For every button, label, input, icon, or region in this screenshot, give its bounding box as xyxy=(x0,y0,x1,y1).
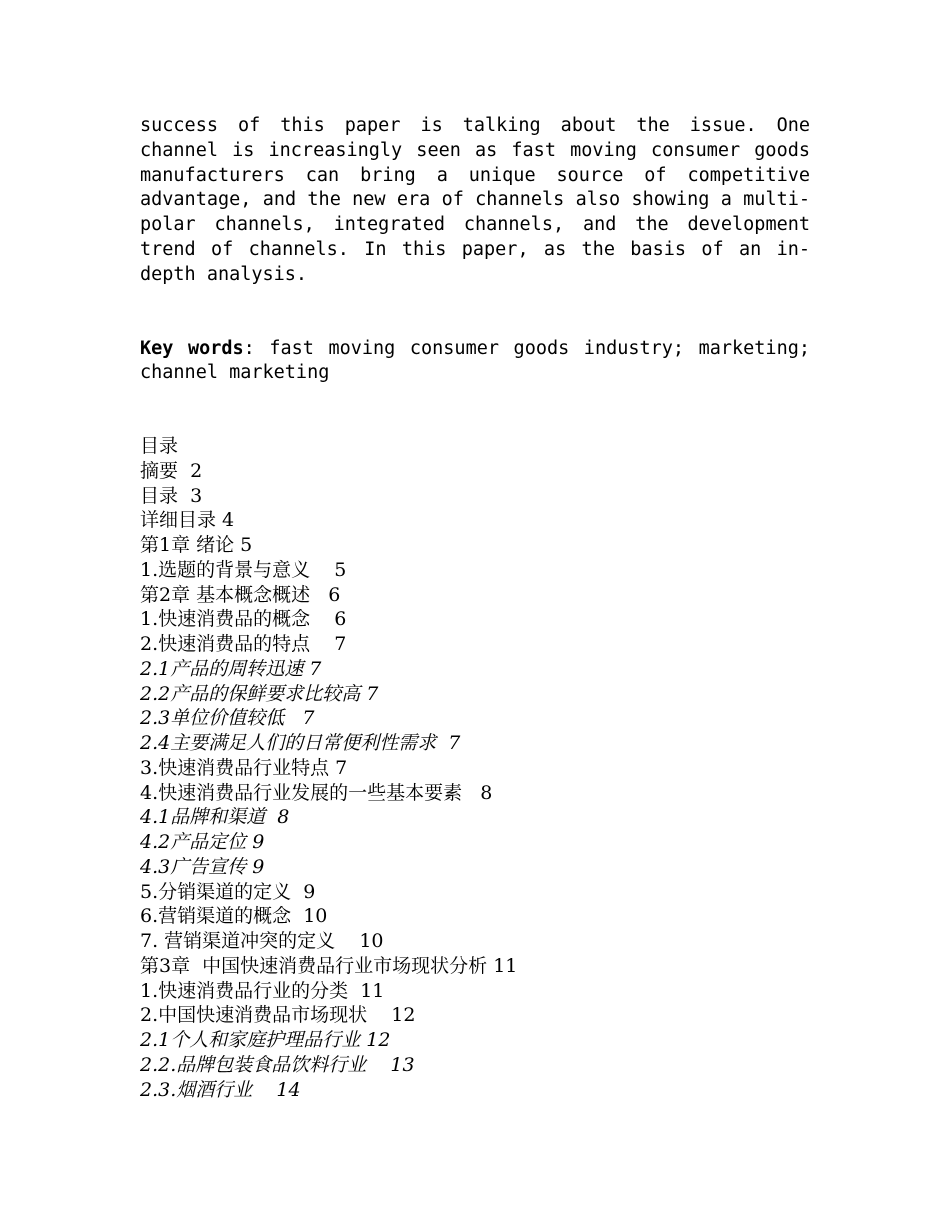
toc-entry: 5.分销渠道的定义 9 xyxy=(140,880,316,903)
toc-entry: 第1章 绪论 5 xyxy=(140,534,253,557)
toc-entry: 4.3广告宣传 9 xyxy=(140,855,265,878)
keywords-label: Key words xyxy=(140,337,244,359)
toc-entry: 1.快速消费品行业的分类 11 xyxy=(140,979,385,1002)
table-of-contents xyxy=(140,434,810,1102)
toc-entry: 2.中国快速消费品市场现状 12 xyxy=(140,1004,416,1027)
toc-entry: 4.快速消费品行业发展的一些基本要素 8 xyxy=(140,781,493,804)
toc-entry: 详细目录 4 xyxy=(140,509,235,532)
toc-entry: 6.营销渠道的概念 10 xyxy=(140,905,328,928)
toc-entry: 2.2产品的保鲜要求比较高 7 xyxy=(140,682,379,705)
toc-entry: 摘要 2 xyxy=(140,459,203,482)
toc-entry: 2.1个人和家庭护理品行业 12 xyxy=(140,1029,391,1052)
toc-entry: 2.快速消费品的特点 7 xyxy=(140,633,347,656)
toc-entry: 2.1产品的周转迅速 7 xyxy=(140,657,322,680)
abstract-paragraph: success of this paper is talking about the issue. One channel is increasingly seen as fast moving consumer goods manufacturers can bring a unique source of competitive advantage, and the new era of channels also showing a multi-polar channels, integrated channels, and the development trend of channels. In this paper, as the basis of an in-depth analysis. xyxy=(140,115,810,285)
toc-entry: 2.3.烟酒行业 14 xyxy=(140,1078,301,1101)
toc-entry: 4.1品牌和渠道 8 xyxy=(140,806,290,829)
toc-entry: 3.快速消费品行业特点 7 xyxy=(140,756,348,779)
document-page xyxy=(140,114,810,1102)
toc-entry: 4.2产品定位 9 xyxy=(140,831,265,854)
toc-entry: 1.选题的背景与意义 5 xyxy=(140,558,347,581)
toc-entry: 第3章 中国快速消费品行业市场现状分析 11 xyxy=(140,954,518,977)
toc-entry: 2.2.品牌包装食品饮料行业 13 xyxy=(140,1053,415,1076)
keywords-text: : fast moving consumer goods industry; marketing; channel marketing xyxy=(140,337,810,384)
toc-entry: 目录 3 xyxy=(140,484,203,507)
toc-entry: 2.3单位价值较低 7 xyxy=(140,707,315,730)
toc-list xyxy=(140,459,810,1103)
keywords-paragraph xyxy=(140,337,810,387)
toc-title: 目录 xyxy=(140,435,179,458)
toc-entry: 1.快速消费品的概念 6 xyxy=(140,608,347,631)
toc-entry: 2.4主要满足人们的日常便利性需求 7 xyxy=(140,732,461,755)
toc-entry: 第2章 基本概念概述 6 xyxy=(140,583,341,606)
toc-entry: 7. 营销渠道冲突的定义 10 xyxy=(140,930,384,953)
